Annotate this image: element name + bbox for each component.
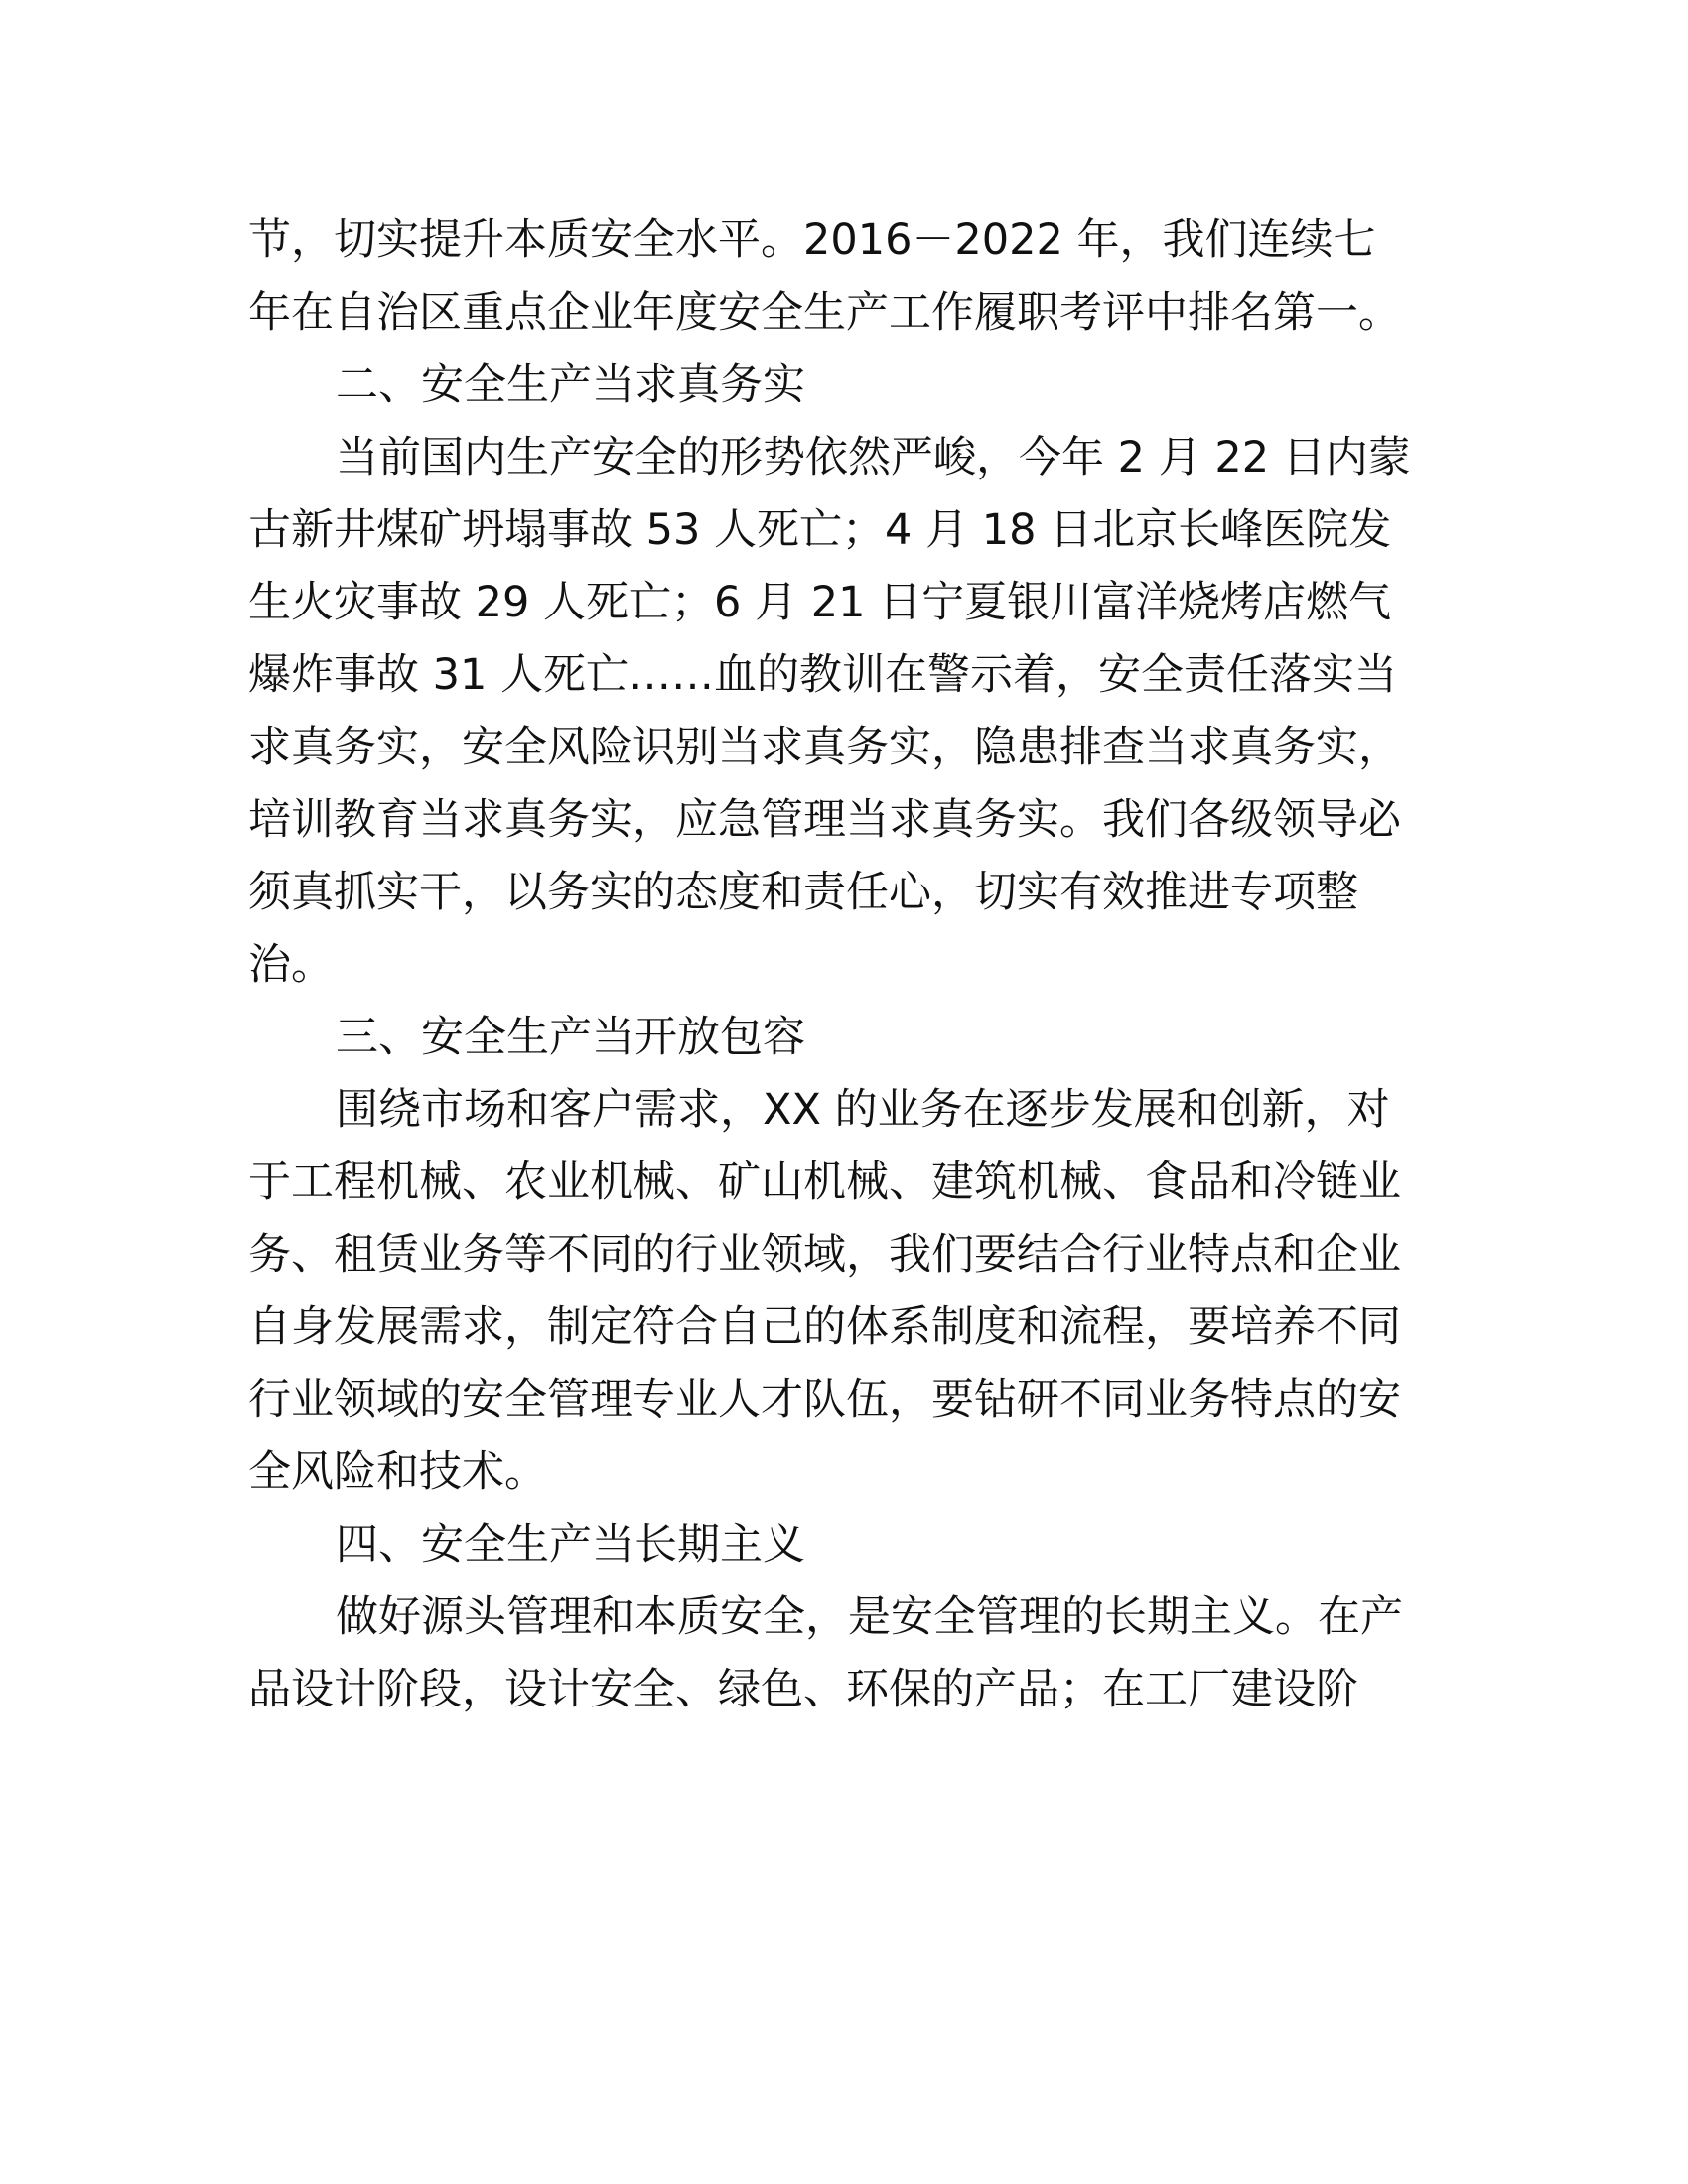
body-text-line: 生火灾事故 29 人死亡；6 月 21 日宁夏银川富洋烧烤店燃气 xyxy=(248,578,1392,627)
body-text-line: 全风险和技术。 xyxy=(248,1447,547,1497)
body-text-line: 须真抓实干，以务实的态度和责任心，切实有效推进专项整 xyxy=(248,868,1358,917)
body-text-line: 年在自治区重点企业年度安全生产工作履职考评中排名第一。 xyxy=(248,288,1401,338)
body-text-line: 治。 xyxy=(248,940,334,990)
body-text-line: 于工程机械、农业机械、矿山机械、建筑机械、食品和冷链业 xyxy=(248,1158,1401,1207)
body-text-line: 行业领域的安全管理专业人才队伍，要钻研不同业务特点的安 xyxy=(248,1375,1401,1425)
body-text-line: 当前国内生产安全的形势依然严峻，今年 2 月 22 日内蒙 xyxy=(336,433,1411,482)
section-heading: 二、安全生产当求真务实 xyxy=(336,360,805,410)
body-text-line: 古新井煤矿坍塌事故 53 人死亡；4 月 18 日北京长峰医院发 xyxy=(248,505,1392,555)
body-text-line: 做好源头管理和本质安全，是安全管理的长期主义。在产 xyxy=(336,1592,1403,1642)
body-text-line: 自身发展需求，制定符合自己的体系制度和流程，要培养不同 xyxy=(248,1302,1401,1352)
section-heading: 三、安全生产当开放包容 xyxy=(336,1013,805,1062)
body-text-line: 围绕市场和客户需求，XX 的业务在逐步发展和创新，对 xyxy=(336,1085,1390,1135)
body-text-line: 务、租赁业务等不同的行业领域，我们要结合行业特点和企业 xyxy=(248,1230,1401,1280)
body-text-line: 培训教育当求真务实，应急管理当求真务实。我们各级领导必 xyxy=(248,795,1401,845)
document-body xyxy=(248,205,1440,1726)
body-text-line: 求真务实，安全风险识别当求真务实，隐患排查当求真务实， xyxy=(248,723,1401,772)
body-text-line: 品设计阶段，设计安全、绿色、环保的产品；在工厂建设阶 xyxy=(248,1665,1358,1714)
body-text-line: 爆炸事故 31 人死亡……血的教训在警示着，安全责任落实当 xyxy=(248,650,1398,700)
section-heading: 四、安全生产当长期主义 xyxy=(336,1520,805,1570)
body-text-line: 节，切实提升本质安全水平。2016－2022 年，我们连续七 xyxy=(248,215,1376,265)
